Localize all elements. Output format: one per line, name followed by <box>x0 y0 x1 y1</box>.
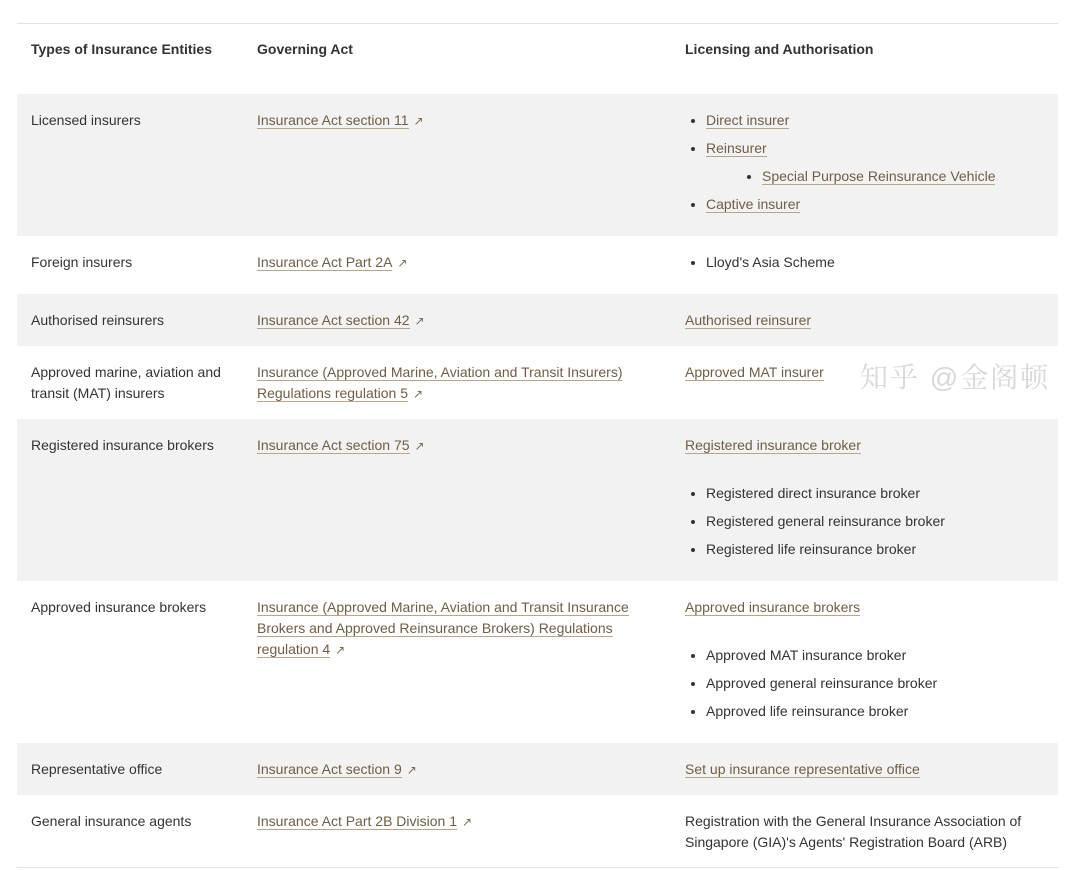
table-row <box>17 581 1058 743</box>
licence-item: Approved MAT insurance broker <box>685 645 1044 666</box>
external-link-icon: ↗ <box>462 814 473 829</box>
act-link[interactable]: Insurance Act Part 2B Division 1 <box>257 812 457 829</box>
entity-type: Registered insurance brokers <box>17 419 243 581</box>
header-types: Types of Insurance Entities <box>17 24 243 94</box>
table-row <box>17 94 1058 236</box>
watermark: 知乎 @金阁顿 <box>860 362 1051 393</box>
licence-item: Approved life reinsurance broker <box>685 701 1044 722</box>
licence-item: Approved general reinsurance broker <box>685 673 1044 694</box>
table-header <box>17 24 1058 94</box>
header-act: Governing Act <box>243 24 671 94</box>
insurance-entities-table <box>17 23 1058 868</box>
table-row <box>17 294 1058 346</box>
licence-item: Registered general reinsurance broker <box>685 511 1044 532</box>
act-link[interactable]: Insurance Act section 11 <box>257 111 409 128</box>
entity-type: Authorised reinsurers <box>17 294 243 346</box>
external-link-icon: ↗ <box>413 113 424 128</box>
external-link-icon: ↗ <box>406 762 417 777</box>
licence-item: Lloyd's Asia Scheme <box>685 252 1044 273</box>
external-link-icon: ↗ <box>414 438 425 453</box>
entity-type: General insurance agents <box>17 795 243 868</box>
entity-type: Approved marine, aviation and transit (MAT) insurers <box>31 363 221 401</box>
licence-link[interactable]: Direct insurer <box>706 111 790 128</box>
licence-item: Registered direct insurance broker <box>685 483 1044 504</box>
act-link[interactable]: Insurance Act section 75 <box>257 436 410 453</box>
licence-item: Registered life reinsurance broker <box>685 539 1044 560</box>
licence-link[interactable]: Captive insurer <box>706 195 801 212</box>
header-licensing: Licensing and Authorisation <box>671 24 1058 94</box>
table-row <box>17 795 1058 868</box>
entity-type: Representative office <box>17 743 243 795</box>
licence-link[interactable]: Approved insurance brokers <box>685 598 861 615</box>
act-link[interactable]: Insurance Act Part 2A <box>257 253 393 270</box>
external-link-icon: ↗ <box>335 642 346 657</box>
act-link[interactable]: Insurance (Approved Marine, Aviation and Transit Insurance Brokers and Approved Reinsurance Brokers) Regulations regulation 4 <box>257 598 629 657</box>
licence-link[interactable]: Special Purpose Reinsurance Vehicle <box>762 167 996 184</box>
table-row <box>17 419 1058 581</box>
licence-link[interactable]: Set up insurance representative office <box>685 760 920 777</box>
act-link[interactable]: Insurance (Approved Marine, Aviation and Transit Insurers) Regulations regulation 5 <box>257 363 623 401</box>
table-row <box>17 236 1058 294</box>
licence-link[interactable]: Authorised reinsurer <box>685 311 812 328</box>
external-link-icon: ↗ <box>414 313 425 328</box>
external-link-icon: ↗ <box>397 255 408 270</box>
act-link[interactable]: Insurance Act section 42 <box>257 311 410 328</box>
licence-link[interactable]: Reinsurer <box>706 139 767 156</box>
table-row <box>17 743 1058 795</box>
entity-type: Foreign insurers <box>31 253 133 270</box>
entity-type: Licensed insurers <box>17 94 243 236</box>
licence-link[interactable]: Registered insurance broker <box>685 436 861 453</box>
external-link-icon: ↗ <box>413 386 424 401</box>
licence-text: Registration with the General Insurance Association of Singapore (GIA)'s Agents' Registration Board (ARB) <box>671 795 1058 868</box>
entity-type: Approved insurance brokers <box>31 598 207 615</box>
licence-link[interactable]: Approved MAT insurer <box>685 363 824 380</box>
act-link[interactable]: Insurance Act section 9 <box>257 760 402 777</box>
